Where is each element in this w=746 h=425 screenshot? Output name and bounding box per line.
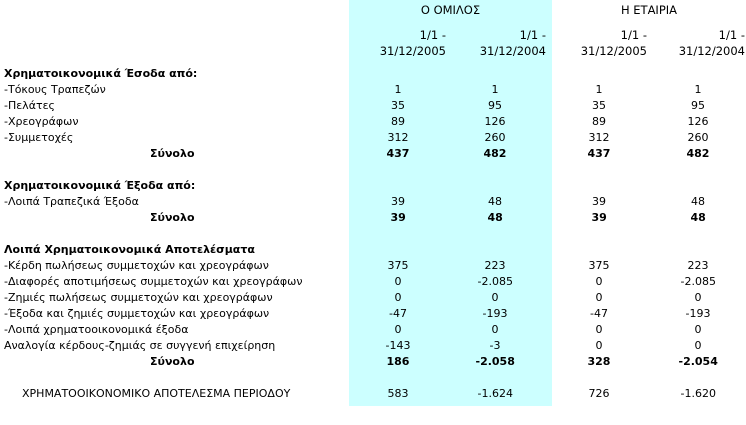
cell-value: 0 bbox=[595, 291, 603, 304]
row-label: -Έξοδα και ζημιές συμμετοχών και χρεογράφων bbox=[4, 307, 270, 320]
cell-value: 39 bbox=[591, 211, 607, 224]
table-row bbox=[0, 338, 746, 354]
cell-value: 0 bbox=[694, 291, 702, 304]
cell-value: 482 bbox=[483, 147, 507, 160]
cell-value: 375 bbox=[588, 259, 610, 272]
cell-value: -47 bbox=[590, 307, 608, 320]
row-label: -Κέρδη πωλήσεως συμμετοχών και χρεογράφων bbox=[4, 259, 269, 272]
cell-value: 48 bbox=[691, 195, 705, 208]
row-label: Σύνολο bbox=[150, 147, 195, 160]
cell-value: 0 bbox=[394, 291, 402, 304]
table-row bbox=[0, 194, 746, 210]
cell-value: 39 bbox=[592, 195, 606, 208]
row-label: -Τόκους Τραπεζών bbox=[4, 83, 106, 96]
section-heading-row bbox=[0, 178, 746, 194]
cell-value: 48 bbox=[487, 211, 503, 224]
cell-value: 48 bbox=[488, 195, 502, 208]
cell-value: -1.620 bbox=[680, 387, 716, 400]
table-row bbox=[0, 306, 746, 322]
cell-value: 0 bbox=[491, 291, 499, 304]
cell-value: 0 bbox=[394, 275, 402, 288]
cell-value: 35 bbox=[391, 99, 405, 112]
cell-value: 0 bbox=[491, 323, 499, 336]
cell-value: 0 bbox=[694, 339, 702, 352]
cell-value: -3 bbox=[489, 339, 501, 352]
cell-value: 35 bbox=[592, 99, 606, 112]
cell-value: 0 bbox=[595, 323, 603, 336]
cell-value: 1 bbox=[595, 83, 603, 96]
cell-value: 437 bbox=[386, 147, 410, 160]
cell-value: 1 bbox=[491, 83, 499, 96]
period-header-group-2005: 1/1 - 31/12/2005 bbox=[379, 28, 446, 58]
cell-value: 0 bbox=[694, 323, 702, 336]
cell-value: 726 bbox=[588, 387, 610, 400]
cell-value: -2.085 bbox=[477, 275, 513, 288]
table-row bbox=[0, 258, 746, 274]
cell-value: 312 bbox=[588, 131, 610, 144]
row-label: -Συμμετοχές bbox=[4, 131, 74, 144]
cell-value: 583 bbox=[387, 387, 409, 400]
cell-value: 260 bbox=[687, 131, 709, 144]
cell-value: 375 bbox=[387, 259, 409, 272]
table-row bbox=[0, 274, 746, 290]
cell-value: 48 bbox=[690, 211, 706, 224]
cell-value: 312 bbox=[387, 131, 409, 144]
row-label: -Πελάτες bbox=[4, 99, 55, 112]
row-label: Σύνολο bbox=[150, 211, 195, 224]
cell-value: 223 bbox=[484, 259, 506, 272]
total-row bbox=[0, 146, 746, 162]
cell-value: -193 bbox=[685, 307, 711, 320]
cell-value: 0 bbox=[595, 339, 603, 352]
period-header-company-2004: 1/1 - 31/12/2004 bbox=[678, 28, 745, 58]
table-row bbox=[0, 130, 746, 146]
total-row bbox=[0, 354, 746, 370]
cell-value: 39 bbox=[390, 211, 406, 224]
table-row bbox=[0, 290, 746, 306]
row-label: -Ζημιές πωλήσεως συμμετοχών και χρεογράφων bbox=[4, 291, 273, 304]
row-label: -Λοιπά χρηματοοικονομικά έξοδα bbox=[4, 323, 189, 336]
cell-value: 126 bbox=[687, 115, 709, 128]
row-label: ΧΡΗΜΑΤΟΟΙΚΟΝΟΜΙΚΟ ΑΠΟΤΕΛΕΣΜΑ ΠΕΡΙΟΔΟΥ bbox=[22, 387, 291, 400]
cell-value: -143 bbox=[385, 339, 411, 352]
cell-value: 186 bbox=[386, 355, 410, 368]
row-label: -Χρεογράφων bbox=[4, 115, 79, 128]
cell-value: 0 bbox=[595, 275, 603, 288]
cell-value: 95 bbox=[691, 99, 705, 112]
cell-value: -2.058 bbox=[475, 355, 515, 368]
cell-value: 89 bbox=[391, 115, 405, 128]
cell-value: -47 bbox=[389, 307, 407, 320]
row-label: -Διαφορές αποτιμήσεως συμμετοχών και χρεογράφων bbox=[4, 275, 303, 288]
row-label: Λοιπά Χρηματοικονομικά Αποτελέσματα bbox=[4, 243, 255, 256]
cell-value: 39 bbox=[391, 195, 405, 208]
cell-value: 437 bbox=[587, 147, 611, 160]
group-header: Ο ΟΜΙΛΟΣ bbox=[420, 3, 481, 17]
row-label: Χρηματοικονομικά Έσοδα από: bbox=[4, 67, 198, 80]
cell-value: 1 bbox=[694, 83, 702, 96]
period-header-company-2005: 1/1 - 31/12/2005 bbox=[580, 28, 647, 58]
total-row bbox=[0, 210, 746, 226]
cell-value: 482 bbox=[686, 147, 710, 160]
row-label: -Λοιπά Τραπεζικά Έξοδα bbox=[4, 195, 139, 208]
cell-value: 0 bbox=[394, 323, 402, 336]
row-label: Χρηματοικονομικά Έξοδα από: bbox=[4, 179, 196, 192]
company-header: Η ΕΤΑΙΡΙΑ bbox=[620, 3, 678, 17]
cell-value: -2.085 bbox=[680, 275, 716, 288]
row-label: Αναλογία κέρδους-ζημιάς σε συγγενή επιχείρηση bbox=[4, 339, 276, 352]
cell-value: -193 bbox=[482, 307, 508, 320]
cell-value: 328 bbox=[587, 355, 611, 368]
cell-value: 126 bbox=[484, 115, 506, 128]
cell-value: 95 bbox=[488, 99, 502, 112]
period-header-group-2004: 1/1 - 31/12/2004 bbox=[479, 28, 546, 58]
table-row bbox=[0, 98, 746, 114]
cell-value: 89 bbox=[592, 115, 606, 128]
cell-value: 223 bbox=[687, 259, 709, 272]
section-heading-row bbox=[0, 66, 746, 82]
grand-total-row bbox=[0, 386, 746, 402]
table-row bbox=[0, 114, 746, 130]
cell-value: -2.054 bbox=[678, 355, 718, 368]
cell-value: -1.624 bbox=[477, 387, 513, 400]
table-row bbox=[0, 82, 746, 98]
cell-value: 1 bbox=[394, 83, 402, 96]
table-row bbox=[0, 322, 746, 338]
cell-value: 260 bbox=[484, 131, 506, 144]
section-heading-row bbox=[0, 242, 746, 258]
row-label: Σύνολο bbox=[150, 355, 195, 368]
